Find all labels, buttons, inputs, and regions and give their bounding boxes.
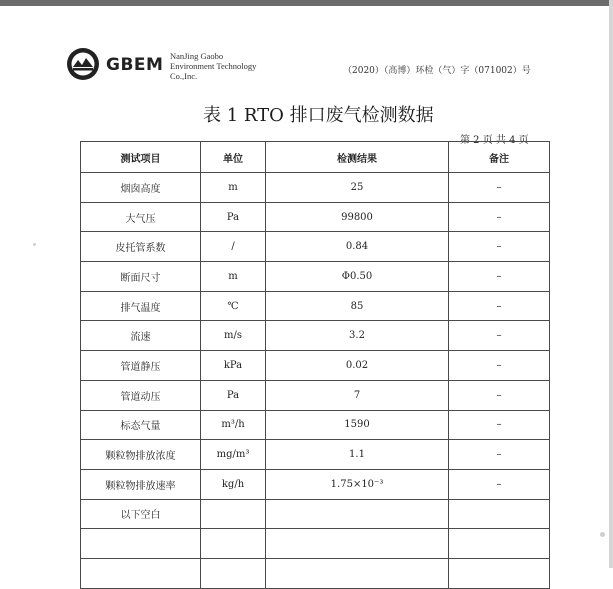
cell-result: 1.1 bbox=[266, 440, 449, 470]
cell-remark: – bbox=[449, 262, 550, 292]
cell-item bbox=[81, 558, 201, 588]
cell-remark bbox=[449, 499, 550, 529]
cell-unit: kg/h bbox=[201, 469, 266, 499]
cell-item: 管道动压 bbox=[81, 380, 201, 410]
table-header-row bbox=[81, 142, 550, 173]
cell-remark: – bbox=[449, 410, 550, 440]
cell-unit bbox=[201, 529, 266, 559]
cell-remark bbox=[449, 529, 550, 559]
page-number: 第 2 页 共 4 页 bbox=[460, 135, 529, 146]
cell-remark: – bbox=[449, 440, 550, 470]
header-unit: 单位 bbox=[201, 142, 266, 173]
cell-remark: – bbox=[449, 232, 550, 262]
company-line: Co.,Inc. bbox=[170, 71, 198, 81]
cell-item: 流速 bbox=[81, 321, 201, 351]
cell-remark: – bbox=[449, 380, 550, 410]
table-row bbox=[81, 469, 550, 499]
table-row bbox=[81, 529, 550, 559]
cell-item: 断面尺寸 bbox=[81, 262, 201, 292]
table-row bbox=[81, 380, 550, 410]
scan-speck bbox=[33, 243, 36, 246]
header-result: 检测结果 bbox=[266, 142, 449, 173]
cell-item: 管道静压 bbox=[81, 351, 201, 381]
table-row bbox=[81, 410, 550, 440]
cell-item: 标态气量 bbox=[81, 410, 201, 440]
cell-remark: – bbox=[449, 291, 550, 321]
cell-unit: m bbox=[201, 173, 266, 203]
document-number: （2020）（高博）环检（气）字（071002）号 bbox=[343, 66, 531, 76]
cell-remark bbox=[449, 558, 550, 588]
cell-unit: m³/h bbox=[201, 410, 266, 440]
cell-item: 以下空白 bbox=[81, 499, 201, 529]
cell-result: 25 bbox=[266, 173, 449, 203]
cell-remark: – bbox=[449, 469, 550, 499]
cell-result: 1.75×10⁻³ bbox=[266, 469, 449, 499]
scan-speck bbox=[600, 532, 605, 537]
cell-result: 3.2 bbox=[266, 321, 449, 351]
cell-unit: Pa bbox=[201, 202, 266, 232]
measurement-table bbox=[80, 141, 550, 589]
cell-item: 大气压 bbox=[81, 202, 201, 232]
cell-item: 排气温度 bbox=[81, 291, 201, 321]
page-title: 表 1 RTO 排口废气检测数据 bbox=[203, 105, 434, 126]
logo-text: GBEM bbox=[106, 55, 164, 75]
cell-result: Φ0.50 bbox=[266, 262, 449, 292]
cell-unit: kPa bbox=[201, 351, 266, 381]
header-test-item: 测试项目 bbox=[81, 142, 201, 173]
gbem-logo-icon bbox=[66, 47, 100, 81]
page-right-edge bbox=[609, 0, 613, 568]
cell-unit: m/s bbox=[201, 321, 266, 351]
cell-item: 颗粒物排放速率 bbox=[81, 469, 201, 499]
cell-remark: – bbox=[449, 202, 550, 232]
cell-remark: – bbox=[449, 321, 550, 351]
table-row bbox=[81, 262, 550, 292]
company-line: Environment Technology bbox=[170, 61, 257, 71]
cell-remark: – bbox=[449, 173, 550, 203]
table-row bbox=[81, 321, 550, 351]
table-row bbox=[81, 173, 550, 203]
header-remark: 备注 bbox=[449, 142, 550, 173]
company-line: NanJing Gaobo bbox=[170, 51, 224, 61]
cell-item bbox=[81, 529, 201, 559]
cell-result: 0.84 bbox=[266, 232, 449, 262]
cell-item: 皮托管系数 bbox=[81, 232, 201, 262]
cell-unit bbox=[201, 558, 266, 588]
cell-item: 烟囱高度 bbox=[81, 173, 201, 203]
table-row bbox=[81, 291, 550, 321]
cell-unit: m bbox=[201, 262, 266, 292]
cell-result: 99800 bbox=[266, 202, 449, 232]
cell-item: 颗粒物排放浓度 bbox=[81, 440, 201, 470]
cell-result: 85 bbox=[266, 291, 449, 321]
table-row bbox=[81, 558, 550, 588]
table-row bbox=[81, 232, 550, 262]
cell-remark: – bbox=[449, 351, 550, 381]
window-top-bar bbox=[0, 0, 613, 6]
cell-result: 0.02 bbox=[266, 351, 449, 381]
table-row bbox=[81, 351, 550, 381]
cell-result bbox=[266, 558, 449, 588]
cell-unit: / bbox=[201, 232, 266, 262]
table-row bbox=[81, 499, 550, 529]
cell-result bbox=[266, 499, 449, 529]
table-row bbox=[81, 202, 550, 232]
cell-unit: mg/m³ bbox=[201, 440, 266, 470]
cell-unit: Pa bbox=[201, 380, 266, 410]
cell-result: 1590 bbox=[266, 410, 449, 440]
cell-unit bbox=[201, 499, 266, 529]
cell-unit: ℃ bbox=[201, 291, 266, 321]
cell-result bbox=[266, 529, 449, 559]
table-row bbox=[81, 440, 550, 470]
cell-result: 7 bbox=[266, 380, 449, 410]
company-name bbox=[170, 51, 256, 81]
